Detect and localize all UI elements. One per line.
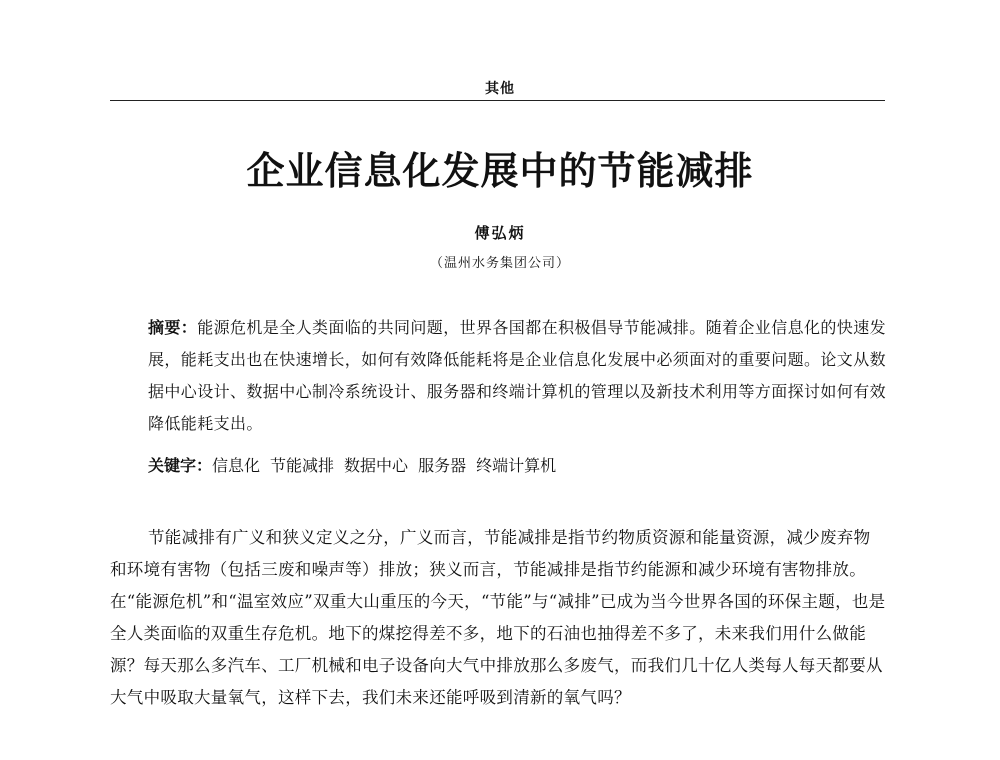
keyword: 终端计算机 [476,456,557,475]
keyword: 信息化 [212,456,261,475]
header-rule [110,100,885,101]
section-label: 其他 [485,81,515,97]
abstract-text: 能源危机是全人类面临的共同问题，世界各国都在积极倡导节能减排。随着企业信息化的快速发展，能耗支出也在快速增长，如何有效降低能耗将是企业信息化发展中必须面对的重要问题。论文从数据中心设计、数据中心制冷系统设计、服务器和终端计算机的管理以及新技术利用等方面探讨如何有效降低能耗支出。 [148,318,887,433]
keywords [148,451,886,481]
author-affiliation: （温州水务集团公司） [429,256,570,271]
body-paragraph: 节能减排有广义和狭义定义之分，广义而言，节能减排是指节约物质资源和能量资源，减少废弃物和环境有害物（包括三废和噪声等）排放；狭义而言，节能减排是指节约能源和减少环境有害物排放。在“能源危机”和“温室效应”双重大山重压的今天，“节能”与“减排”已成为当今世界各国的环保主题，也是全人类面临的双重生存危机。地下的煤挖得差不多，地下的石油也抽得差不多了，未来我们用什么做能源？每天那么多汽车、工厂机械和电子设备向大气中排放那么多废气，而我们几十亿人类每人每天都要从大气中吸取大量氧气，这样下去，我们未来还能呼吸到清新的氧气吗？ [110,528,886,707]
keyword: 服务器 [418,456,467,475]
article-title: 企业信息化发展中的节能减排 [246,148,754,193]
keyword: 数据中心 [344,456,409,475]
abstract-label: 摘要： [148,318,198,337]
keyword: 节能减排 [270,456,335,475]
author-name: 傅弘炳 [474,224,526,242]
keywords-label: 关键字： [148,456,213,475]
abstract [148,312,886,440]
